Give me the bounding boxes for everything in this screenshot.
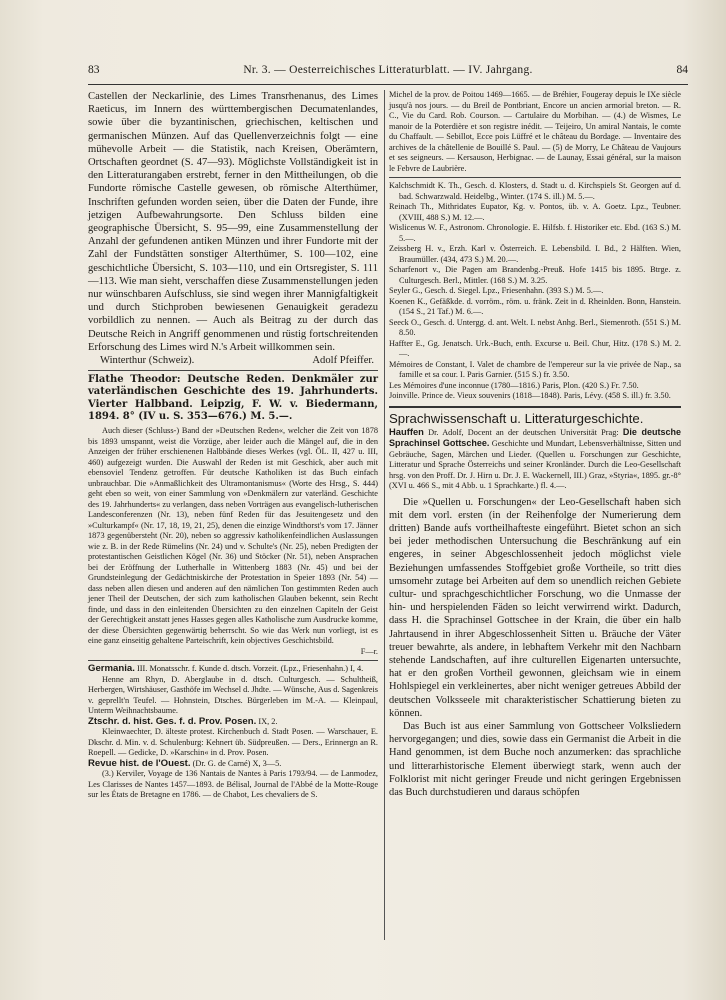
signature-name: Adolf Pfeiffer. bbox=[312, 355, 374, 367]
book-entry: Koenen K., Gefäßkde. d. vorröm., röm. u. fränk. Zeit in d. Rheinlden. Bonn, Hanstein. (154 S., 21 Taf.) M. 6.—. bbox=[389, 296, 681, 316]
flathe-review-heading: Flathe Theodor: Deutsche Reden. Denkmäler zur vaterländischen Geschichte des 19. Jahrhunderts. Vierter Halbband. Leipzig, F. W. v. Biedermann, 1894. 8° (IV u. S. 353—676.) M. 5.—. bbox=[88, 374, 378, 422]
germania-entry bbox=[88, 664, 378, 675]
section-rule bbox=[389, 406, 681, 408]
divider-line bbox=[389, 177, 681, 178]
left-column bbox=[88, 90, 378, 801]
hauffen-intro: Dr. Adolf, Docent an der deutschen Universität Prag: bbox=[428, 427, 619, 437]
page-number-right: 84 bbox=[676, 64, 688, 76]
page-number-left: 83 bbox=[88, 64, 100, 76]
running-title: Nr. 3. — Oesterreichisches Litteraturblatt. — IV. Jahrgang. bbox=[243, 64, 533, 76]
revue-contents: (3.) Kerviler, Voyage de 136 Nantais de Nantes à Paris 1793/94. — de Lanmodez, Les Clarisses de Nantes 1457—1893. de Bélisal, Journal de l'Abbé de la Motte-Rouge sur les États de Bretagne en 1786. — de Chabot, Les chevaliers de S. bbox=[88, 769, 378, 800]
book-entry: Reinach Th., Mithridates Eupator, Kg. v. Pontos, üb. v. A. Goetz. Lpz., Teubner. (XVIII, 488 S.) M. 12.—. bbox=[389, 202, 681, 222]
book-entry: Seyler G., Gesch. d. Siegel. Lpz., Friesenhahn. (393 S.) M. 5.—. bbox=[389, 286, 604, 295]
book-entry: Joinville. Prince de. Vieux souvenirs (1818—1848). Paris, Lévy. (458 S. ill.) fr. 3.50. bbox=[389, 391, 671, 400]
review-signature bbox=[88, 354, 378, 367]
germania-info: III. Monatsschr. f. Kunde d. dtsch. Vorzeit. (Lpz., Friesenhahn.) I, 4. bbox=[137, 664, 364, 674]
posen-entry bbox=[88, 717, 378, 728]
divider-line bbox=[88, 370, 378, 371]
book-entry: Zeissberg H. v., Erzh. Karl v. Österreich. E. Lebensbild. I. Bd., 2 Hälften. Wien, Braumüller. (434, 473 S.) M. 20.—. bbox=[389, 244, 681, 264]
divider-line bbox=[88, 660, 378, 661]
flathe-review-text: Auch dieser (Schluss-) Band der »Deutschen Reden«, welcher die Zeit von 1878 bis 1893 umspannt, weist die Vorzüge, aber leider auch die Mängel auf, die in den Anzeigen der früher erschienenen Halbbände dieses Werkes (vgl. ÖL. II, 427 u. III, 460) aufgezeigt wurden. Die Auswahl der Reden ist mit Geschick, aber auch mit ebensoviel Tendenz getroffen. Für deutsche Katholiken ist das Buch einfach unbrauchbar. Die »Anmaßlichkeit des Ultramontanismus« (Worte des Hrsg., S. 444) geht eben so weit, von einer Sammlung von »Denkmälern zur vaterländ. Geschichte des 19. Jahrhunderts« zu verlangen, dass neben Vorträgen aus evangelisch-lutherischen Landesconferenzen (Nr. 13), neben fünf Reden für das Jesuitengesetz und den »Culturkampf« (Nr. 17, 18, 19, 21, 25), denen die einzige Windthorst's vom 17. Jänner 1873 gegenübersteht (Nr. 20), neben so aggressiv katholikenfeindlichen Auslassungen wie z. B. in der Rede Rümelins (Nr. 24) und v. Schulte's (Nr. 25), neben Predigten der protestantischen Geistlichen Kögel (Nr. 36) und Stöcker (Nr. 51), neben Ansprachen bei der Eröffnung der Lutherhalle in Wittenberg 1883 (Nr. 45) und bei der Grundsteinlegung der Gedächtniskirche der Protestation in Speier 1893 (Nr. 54) — dass neben allen diesen und anderen auf den nämlichen Ton gestimmten Reden auch jener Theil der Deutschen, der sich zum katholischen Glauben bekennt, sein Recht finde, und dass in den einleitenden Übersichten zu den einzelnen Capiteln der Geist der Gerechtigkeit anstatt jenes Hasses gegen alles Katholische zum Ausdrucke komme, der diese Übersichten gegenwärtig beherrscht. So wie das Werk nun vorliegt, ist es eine ganz einseitig gehaltene Parteischrift, kein objectives Geschichtsbild. bbox=[88, 426, 378, 646]
book-entry: Seeck O., Gesch. d. Untergg. d. ant. Welt. I. nebst Anhg. Berl., Siemenroth. (551 S.) M. 8.50. bbox=[389, 317, 681, 337]
book-entry: Kalchschmidt K. Th., Gesch. d. Klosters, d. Stadt u. d. Kirchspiels St. Georgen auf d. bad. Schwarzwald. Heidelbg., Winter. (174 S. ill.) M. 5.—. bbox=[389, 181, 681, 201]
revue-title: Revue hist. de l'Ouest. bbox=[88, 757, 191, 769]
posen-info: IX, 2. bbox=[258, 716, 278, 726]
book-entry: Scharfenort v., Die Pagen am Brandenbg.-Preuß. Hofe 1415 bis 1895. Btrge. z. Culturgesch. Berl., Mittler. (168 S.) M. 3.25. bbox=[389, 265, 681, 285]
signature-place: Winterthur (Schweiz). bbox=[100, 355, 195, 367]
column-divider bbox=[384, 90, 385, 940]
posen-title: Ztschr. d. hist. Ges. f. d. Prov. Posen. bbox=[88, 715, 257, 727]
germania-contents: Henne am Rhyn, D. Aberglaube in d. dtsch. Culturgesch. — Schultheiß, Herbergen, Wirtshäuser, Gasthöfe im Wechsel d. Jhdte. — Wünsche, Aus d. Sagenkreis v. geprellt'n Teufel. — Hohnstein, Dtsches. Bürgerleben im M.-A. — Kleinpaul, Unterm Weihnachtsbaume. bbox=[88, 674, 378, 716]
header-rule bbox=[88, 84, 688, 85]
hauffen-heading bbox=[389, 427, 681, 492]
hauffen-review-para-2: Das Buch ist aus einer Sammlung von Gottscheer Volksliedern hervorgegangen; und dies, sowie dass ein Germanist die Arbeit in die Hand genommen, ist dem Buche noch anzumerken: das sprachliche und litterarhistorische Element überwiegt stark, wenn auch der Folklorist mit nicht geringer Freude und nicht geringen Ergebnissen das Buch durchstudieren und daraus schöpfen bbox=[389, 720, 681, 798]
flathe-signature: F—r. bbox=[360, 646, 378, 656]
hauffen-book-title: Die deutsche Sprachinsel Gottschee. bbox=[389, 426, 681, 448]
section-title: Sprachwissenschaft u. Litteraturgeschichte. bbox=[389, 410, 644, 426]
book-entry: Mémoires de Constant, I. Valet de chambre de l'empereur sur la vie privée de Nap., sa famille et sa cour. I. Paris Garnier. (515 S.) fr. 3.50. bbox=[389, 359, 681, 379]
revue-contents-continued: Michel de la prov. de Poitou 1469—1665. — de Bréhier, Fougeray depuis le IXe siècle jusqu'à nos jours. — du Breil de Pontbriant, Encore un ancien armorial breton. — R. C., Vie du Card. Rob. Courson. — Cartulaire du Morbihan. — (4.) de Wismes, Le manoir de la Poterdière et son registre inédit. — Teijeiro, Un amiral Nantais, le comte du Chaffault. — Sebillot, Ecce pois Lüffré et le château du Bordage. — Inventaire des archives de la châtellenie de Bouillé S. Paul. — (5) de Morry, Le Château de Vaujours et ses seigneurs. — Kersauson, Herbignac. — de Launay, Essai général, sur la maison le Febvre de Laubrière. bbox=[389, 90, 681, 173]
hauffen-book-info: Geschichte und Mundart, Lebensverhältnisse, Sitten und Gebräuche, Sagen, Märchen und Lieder. (Quellen u. Forschungen zur Geschichte, Litteratur und Sprache Österreichs und seiner Kronländer. Durch die Leo-Gesellschaft hrsg. von den Proff. Dr. J. Hirn u. Dr. J. E. Wackernell, III.) Graz, »Styria«, 1895. gr.-8° (XVI u. 466 S., mit 4 Abb. u. 1 Sprachkarte.) fl. 4.—. bbox=[389, 439, 681, 490]
limes-review-text: Castellen der Neckarlinie, des Limes Transrhenanus, des Limes Raeticus, im Innern des württembergischen Decumatenlandes, sowie über die byzantinischen, griechischen, keltischen und germanischen Münzen. Auf das Quellenverzeichnis folgt — eine mühevolle Arbeit — die Statistik, nach Kreisen, Oberämtern, Ortschaften geordnet (S. 47—93). Möglichste Vollständigkeit ist in den Litteraturangaben erstrebt, ferner in den Mittheilungen, ob die Fundorte römische Castelle gewesen, ob römische Alterthümer, Inschriften gefunden worden seien, über die Daten der Funde, ihre jetzigen Aufbewahrungsorte. Den Schluss bilden eine geographische Übersicht, S. 95—99, eine Zusammenstellung der Anzahl der gefundenen antiken Münzen und ihrer Fundorte mit der Zahl der Fundstätten sonstiger Alterthümer, S. 100—102, eine geschichtliche Übersicht, S. 103—110, und ein Ortsregister, S. 111—113. Wie man sieht, verschaffen diese Zusammenstellungen jeden nur wünschbaren Aufschluss, sie sind wegen ihrer Mannigfaltigkeit und durch Stichproben bewiesenen Genauigkeit geradezu vorbildlich zu nennen. — Auch als Beitrag zu der durch das Deutsche Reich in Angriff genommenen und rüstig fortschreitenden Erforschung des Limes wird N.'s Arbeit willkommen sein. bbox=[88, 91, 378, 353]
book-entry: Wislicenus W. F., Astronom. Chronologie. E. Hilfsb. f. Historiker etc. Ebd. (163 S.) M. 5.—. bbox=[389, 223, 681, 243]
book-entry: Les Mémoires d'une inconnue (1780—1816.) Paris, Plon. (420 S.) Fr. 7.50. bbox=[389, 380, 639, 390]
revue-info: (Dr. G. de Carné) X, 3—5. bbox=[192, 758, 282, 768]
book-entry: Haffter E., Gg. Jenatsch. Urk.-Buch, enth. Excurse u. Beil. Chur, Hitz. (178 S.) M. 2.—. bbox=[389, 338, 681, 358]
revue-entry bbox=[88, 759, 378, 770]
running-header bbox=[88, 64, 688, 82]
new-books-list bbox=[389, 181, 681, 402]
right-column bbox=[389, 90, 681, 799]
hauffen-author: Hauffen bbox=[389, 425, 424, 437]
posen-contents: Kleinwaechter, D. älteste protest. Kirchenbuch d. Stadt Posen. — Warschauer, E. Dkschr. d. Min. v. d. Schulenburg: Kehnert üb. Südpreußen. — Ders., Erinnergn an R. Roepell. — Gedicke, D. »Karschin« in d. Prov. Posen. bbox=[88, 727, 378, 758]
germania-title: Germania. bbox=[88, 663, 135, 675]
hauffen-review-para-1: Die »Quellen u. Forschungen« der Leo-Gesellschaft haben sich mit dem vorl. ersten (in der Reihenfolge der Numerierung dem dritten) Bande aufs vortheilhafteste eingeführt. Bietet schon an sich bei jeder methodischen Untersuchung die Beschränkung auf ein engeres, in seiner Abgeschlossenheit jedoch möglichst viele Beziehungen umfassendes Stoffgebiet große Vortheile, so tritt dies umsomehr zutage bei Arbeiten auf dem so unendlich reichen Gebiete cultur- und sprachgeschichtlicher Forschung, wo die Unmasse der hin- und herspielenden Fäden so leicht verwirrend wirkt. Dadurch, dass H. die Sprachinsel Gottschee in der Krain, die über ein halb Jahrtausend in ihrer Abgeschlossenheit Sitten u. Bräuche der Väter treuer bewahrte, als andere, in lebhaftem Verkehr mit den Nachbarn stehende Landschaften, auf ihre culturellen Eigenarten untersuchte, hat er den großen Vortheil gewonnen, gleichsam wie in einem Hohlspiegel ein verkleinertes, aber nicht weniger getreues Abbild der deutschen Volksseele mit charakteristischer Schattierung bieten zu können. bbox=[389, 496, 681, 719]
